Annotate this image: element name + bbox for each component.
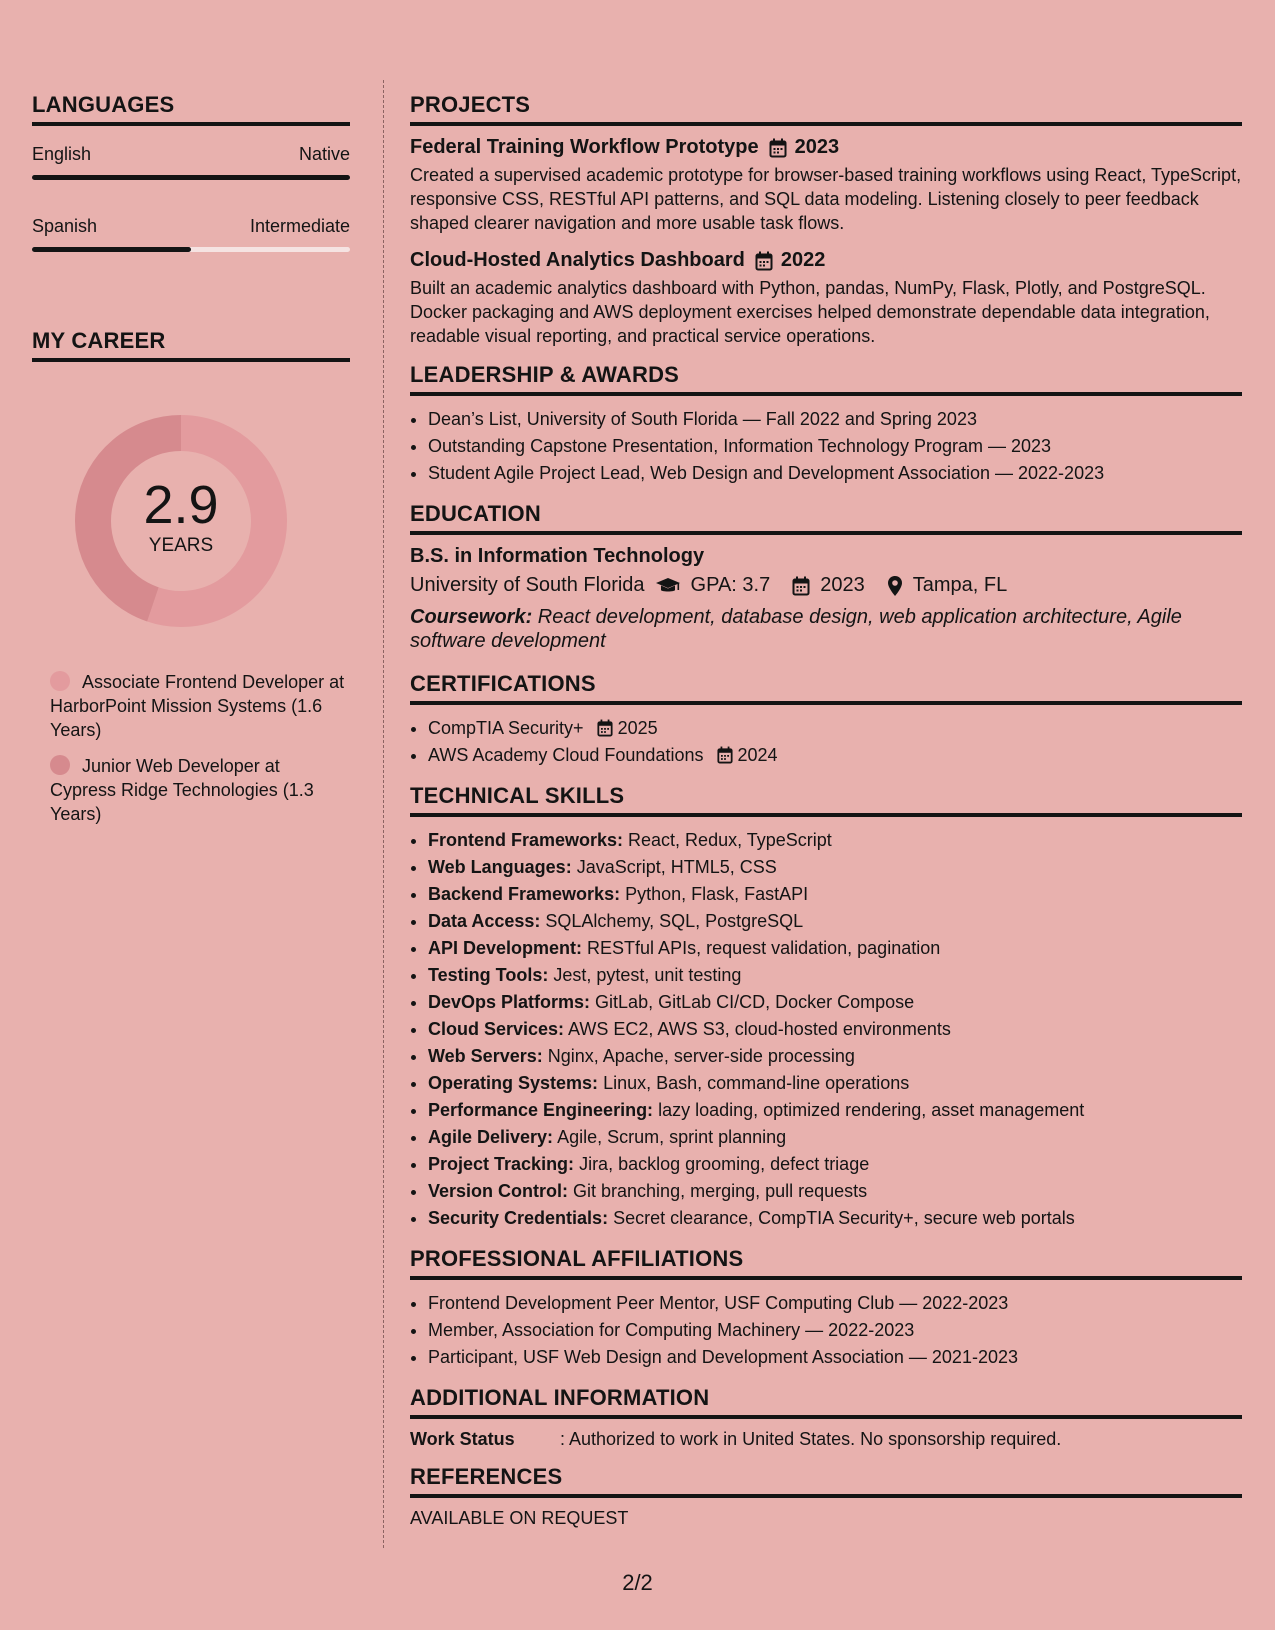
coursework-text: React development, database design, web application architecture, Agile software development — [410, 606, 1182, 652]
skill-item — [428, 1016, 1242, 1043]
skill-item — [428, 1178, 1242, 1205]
list-item — [428, 742, 1242, 769]
skill-value: AWS EC2, AWS S3, cloud-hosted environments — [564, 1019, 951, 1039]
career-role-label: Associate Frontend Developer at HarborPoint Mission Systems (1.6 Years) — [50, 672, 345, 740]
right-column — [410, 92, 1242, 1529]
project-item — [410, 249, 1242, 348]
skill-label: Web Languages: — [428, 857, 572, 877]
list-item — [428, 715, 1242, 742]
gpa-value: GPA: 3.7 — [690, 574, 771, 596]
column-divider — [383, 80, 384, 1548]
career-unit-label: YEARS — [148, 535, 214, 556]
skill-item — [428, 1151, 1242, 1178]
skill-item — [428, 1124, 1242, 1151]
work-status-value: : Authorized to work in United States. No sponsorship required. — [560, 1429, 1062, 1449]
coursework-label: Coursework: — [410, 606, 533, 628]
language-level: Intermediate — [249, 216, 350, 236]
skill-item — [428, 962, 1242, 989]
skill-value: React, Redux, TypeScript — [623, 830, 832, 850]
skill-label: Operating Systems: — [428, 1073, 599, 1093]
work-status-label: Work Status — [410, 1429, 515, 1449]
skill-label: Performance Engineering: — [428, 1100, 654, 1120]
degree-title: B.S. in Information Technology — [410, 545, 705, 567]
skill-value: GitLab, GitLab CI/CD, Docker Compose — [590, 992, 915, 1012]
skills-heading: TECHNICAL SKILLS — [410, 783, 1242, 817]
skill-item — [428, 989, 1242, 1016]
project-title: Cloud-Hosted Analytics Dashboard — [410, 249, 745, 271]
leadership-list — [410, 406, 1242, 487]
language-name: English — [32, 144, 92, 164]
skill-label: Testing Tools: — [428, 965, 549, 985]
certifications-list — [410, 715, 1242, 769]
project-description: Created a supervised academic prototype for browser-based training workflows using React, TypeScript, responsive CSS, RESTful API patterns, and SQL data modeling. Listening closely to peer feedback shaped clearer navigation and more usable task flows. — [410, 165, 1242, 233]
left-column — [32, 92, 350, 838]
references-heading: REFERENCES — [410, 1464, 1242, 1498]
skill-label: Backend Frameworks: — [428, 884, 621, 904]
career-legend-item — [50, 670, 350, 742]
career-heading: MY CAREER — [32, 328, 350, 362]
additional-info-heading: ADDITIONAL INFORMATION — [410, 1385, 1242, 1419]
skill-label: Security Credentials: — [428, 1208, 609, 1228]
leadership-heading: LEADERSHIP & AWARDS — [410, 362, 1242, 396]
list-item: • Student Agile Project Lead, Web Design and Development Association — 2022-2023 — [428, 460, 1242, 487]
skill-value: Python, Flask, FastAPI — [620, 884, 809, 904]
education-heading: EDUCATION — [410, 501, 1242, 535]
certifications-heading: CERTIFICATIONS — [410, 671, 1242, 705]
skill-value: Nginx, Apache, server-side processing — [542, 1046, 855, 1066]
skill-item — [428, 854, 1242, 881]
projects-heading: PROJECTS — [410, 92, 1242, 126]
career-donut-chart — [66, 406, 296, 636]
calendar-icon — [755, 251, 773, 271]
project-year: 2023 — [794, 136, 840, 158]
skill-value: Jira, backlog grooming, defect triage — [574, 1154, 870, 1174]
cert-name: CompTIA Security+ — [428, 718, 584, 738]
cert-year: 2024 — [737, 745, 778, 765]
skill-item — [428, 827, 1242, 854]
language-item — [32, 144, 350, 180]
cert-year: 2025 — [617, 718, 658, 738]
skill-label: Agile Delivery: — [428, 1127, 554, 1147]
career-role-label: Junior Web Developer at Cypress Ridge Technologies (1.3 Years) — [50, 756, 314, 824]
school-name: University of South Florida — [410, 574, 645, 596]
skill-label: API Development: — [428, 938, 583, 958]
list-item: • Outstanding Capstone Presentation, Information Technology Program — 2023 — [428, 433, 1242, 460]
language-proficiency-fill — [32, 247, 191, 252]
skill-item — [428, 881, 1242, 908]
school-location: Tampa, FL — [912, 574, 1008, 596]
list-item: • Frontend Development Peer Mentor, USF Computing Club — 2022-2023 — [428, 1290, 1242, 1317]
skill-value: Linux, Bash, command-line operations — [598, 1073, 910, 1093]
map-pin-icon — [887, 575, 903, 597]
coursework — [410, 605, 1242, 653]
page-bottom-edge — [0, 1630, 1275, 1650]
cert-name: AWS Academy Cloud Foundations — [428, 745, 704, 765]
skill-label: Frontend Frameworks: — [428, 830, 624, 850]
skill-value: Git branching, merging, pull requests — [568, 1181, 868, 1201]
skill-value: JavaScript, HTML5, CSS — [571, 857, 777, 877]
skill-item — [428, 1070, 1242, 1097]
skill-value: Agile, Scrum, sprint planning — [553, 1127, 787, 1147]
skill-value: Jest, pytest, unit testing — [548, 965, 742, 985]
language-proficiency-fill — [32, 175, 350, 180]
calendar-icon — [717, 746, 733, 764]
language-proficiency-bar — [32, 247, 350, 252]
skill-item — [428, 908, 1242, 935]
skill-label: Cloud Services: — [428, 1019, 565, 1039]
affiliations-heading: PROFESSIONAL AFFILIATIONS — [410, 1246, 1242, 1280]
language-item — [32, 216, 350, 252]
skill-label: Version Control: — [428, 1181, 569, 1201]
calendar-icon — [597, 719, 613, 737]
language-proficiency-bar — [32, 175, 350, 180]
legend-dot-icon — [50, 671, 70, 691]
list-item: • Dean’s List, University of South Florida — Fall 2022 and Spring 2023 — [428, 406, 1242, 433]
project-item — [410, 136, 1242, 235]
graduation-year: 2023 — [820, 574, 865, 596]
education-meta — [410, 574, 1242, 597]
skill-item — [428, 1043, 1242, 1070]
language-name: Spanish — [32, 216, 98, 236]
languages-heading: LANGUAGES — [32, 92, 350, 126]
project-title: Federal Training Workflow Prototype — [410, 136, 759, 158]
legend-dot-icon — [50, 755, 70, 775]
references-text: AVAILABLE ON REQUEST — [410, 1508, 629, 1528]
calendar-icon — [792, 576, 810, 596]
career-legend-item — [50, 754, 350, 826]
skill-value: RESTful APIs, request validation, pagination — [582, 938, 941, 958]
skills-list — [410, 827, 1242, 1232]
skill-value: Secret clearance, CompTIA Security+, secure web portals — [608, 1208, 1075, 1228]
skill-label: DevOps Platforms: — [428, 992, 591, 1012]
graduation-cap-icon — [655, 576, 681, 596]
skill-item — [428, 935, 1242, 962]
skill-item — [428, 1205, 1242, 1232]
language-level: Native — [298, 144, 350, 164]
project-year: 2022 — [780, 249, 826, 271]
skill-value: SQLAlchemy, SQL, PostgreSQL — [540, 911, 804, 931]
affiliations-list — [410, 1290, 1242, 1371]
career-total-years: 2.9 — [143, 475, 219, 535]
skill-item — [428, 1097, 1242, 1124]
work-status-row — [410, 1429, 1242, 1450]
skill-value: lazy loading, optimized rendering, asset management — [653, 1100, 1085, 1120]
skill-label: Data Access: — [428, 911, 541, 931]
list-item: • Member, Association for Computing Machinery — 2022-2023 — [428, 1317, 1242, 1344]
skill-label: Project Tracking: — [428, 1154, 575, 1174]
list-item: • Participant, USF Web Design and Development Association — 2021-2023 — [428, 1344, 1242, 1371]
career-legend — [32, 670, 350, 826]
project-description: Built an academic analytics dashboard with Python, pandas, NumPy, Flask, Plotly, and PostgreSQL. Docker packaging and AWS deployment exercises helped demonstrate dependable data integration, readable visual reporting, and practical service operations. — [410, 278, 1210, 346]
calendar-icon — [769, 138, 787, 158]
page-number: 2/2 — [622, 1570, 653, 1595]
skill-label: Web Servers: — [428, 1046, 543, 1066]
